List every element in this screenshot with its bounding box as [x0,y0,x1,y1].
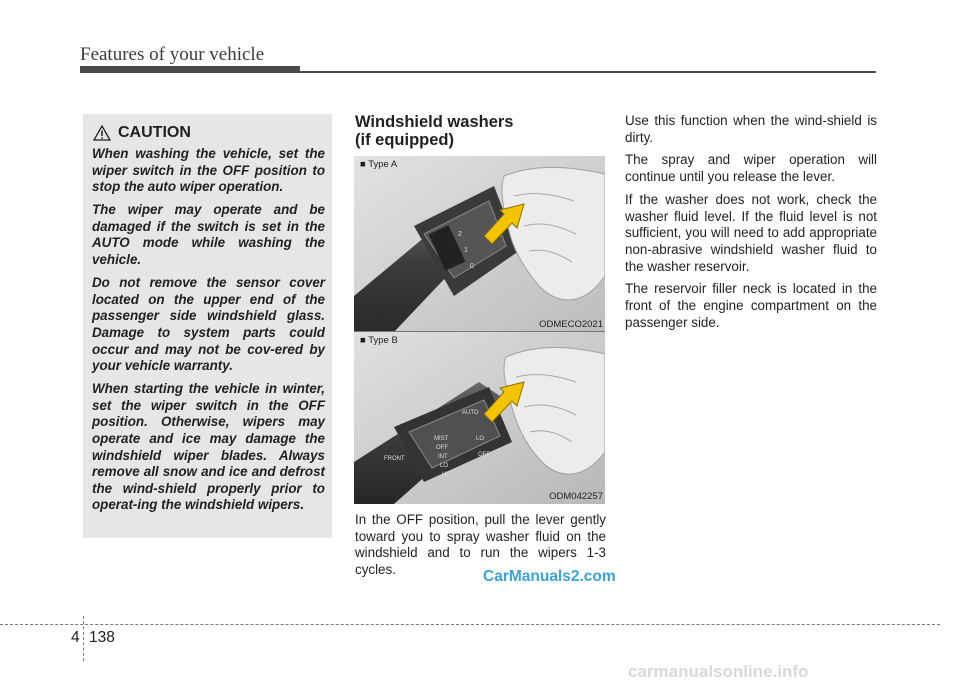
figure-b-code: ODM042257 [549,491,603,502]
page-number: 138 [89,629,115,646]
caution-box [83,114,332,538]
svg-text:LO: LO [440,463,449,469]
body-paragraph: Use this function when the wind-shield is dirty. [625,113,877,145]
page-section-number: 4 [71,629,80,646]
caution-paragraph: When starting the vehicle in winter, set the wiper switch in the OFF position. Otherwise, wipers may operate and ice may damage the windshield wiper blades. Always remove all snow and ice and defrost the wind-shield properly prior to operat-ing the windshield wipers. [92,381,325,513]
header-rule-thin [300,71,876,73]
section-title [355,113,605,149]
figure-type-a [354,156,605,332]
bottom-watermark: carmanualsonline.info [628,662,809,681]
caution-heading [93,123,191,143]
svg-text:OFF: OFF [478,452,490,458]
svg-text:LO: LO [476,436,485,442]
svg-text:FRONT: FRONT [384,456,405,462]
caution-body [92,146,325,520]
body-paragraph: In the OFF position, pull the lever gently toward you to spray washer fluid on the windshield and to run the wipers 1-3 cycles. [355,512,606,578]
caution-paragraph: Do not remove the sensor cover located on the upper end of the passenger side windshield glass. Damage to system parts could occur and may not be cov-ered by your vehicle warranty. [92,275,325,374]
body-paragraph: The reservoir filler neck is located in the front of the engine compartment on the passenger side. [625,281,877,330]
footer-dashed-rule [0,624,940,625]
caution-paragraph: The wiper may operate and be damaged if the switch is set in the AUTO mode while washing the vehicle. [92,202,325,268]
svg-text:2: 2 [458,231,462,238]
figure-a-label: ■ Type A [360,159,398,170]
header-rule-thick [80,66,300,73]
warning-triangle-icon [93,125,111,141]
watermark-link[interactable]: CarManuals2.com [483,568,616,585]
wiper-lever-illustration-a [354,156,605,332]
svg-text:AUTO: AUTO [462,410,479,416]
page-header-title: Features of your vehicle [80,44,265,65]
wiper-lever-illustration-b [354,332,605,504]
svg-text:0: 0 [470,263,474,270]
body-paragraph: If the washer does not work, check the washer fluid level. If the fluid level is not sufficient, you will need to add appropriate non-abrasive windshield washer fluid to the washer reservoir. [625,191,877,274]
figure-type-b [354,332,605,504]
figure-b-label: ■ Type B [360,335,398,346]
svg-text:INT: INT [438,454,448,460]
section-title-line1: Windshield washers [355,113,514,131]
figure-a-code: ODMECO2021 [539,319,603,330]
column-3-text [625,113,877,337]
svg-text:HI: HI [442,472,448,478]
footer-vertical-rule [83,616,84,661]
svg-text:1: 1 [464,247,468,254]
svg-text:MIST: MIST [434,436,449,442]
caution-title: CAUTION [118,124,191,141]
caution-paragraph: When washing the vehicle, set the wiper switch in the OFF position to stop the auto wiper operation. [92,146,325,195]
section-title-line2: (if equipped) [355,131,454,149]
svg-text:OFF: OFF [436,445,448,451]
body-paragraph: The spray and wiper operation will continue until you release the lever. [625,152,877,185]
